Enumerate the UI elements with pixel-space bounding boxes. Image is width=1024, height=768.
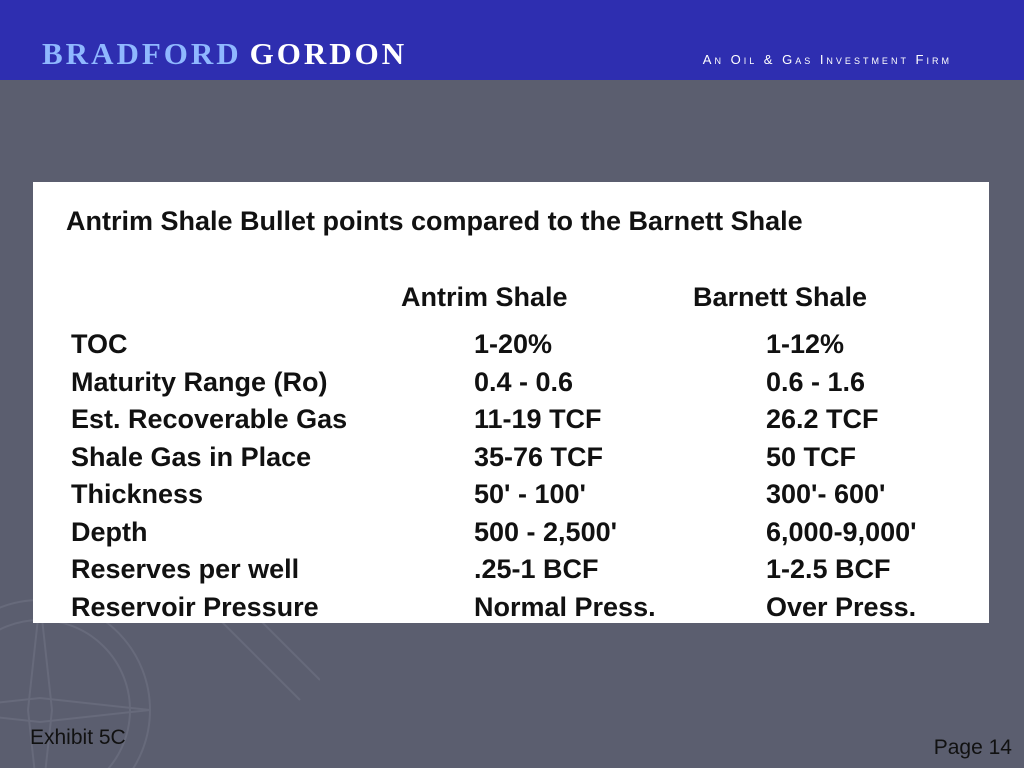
barnett-value: 26.2 TCF <box>766 404 879 434</box>
barnett-value: Over Press. <box>766 591 917 622</box>
barnett-value: 50 TCF <box>766 441 857 472</box>
antrim-value: Normal Press. <box>474 591 656 622</box>
table-row <box>33 403 989 441</box>
comparison-table <box>33 328 989 628</box>
table-row <box>33 516 989 554</box>
row-label: Thickness <box>71 479 204 509</box>
antrim-value: 0.4 - 0.6 <box>474 366 574 397</box>
row-label: Depth <box>71 516 148 547</box>
antrim-value: 50' - 100' <box>474 479 586 509</box>
barnett-value: 300'- 600' <box>766 479 886 509</box>
page-number: Page 14 <box>933 736 1012 759</box>
column-header-antrim: Antrim Shale <box>401 282 568 312</box>
table-row <box>33 328 989 366</box>
brand-logo <box>42 36 407 72</box>
table-row <box>33 478 989 516</box>
column-header-barnett: Barnett Shale <box>693 282 868 312</box>
antrim-value: 35-76 TCF <box>474 441 604 472</box>
barnett-value: 6,000-9,000' <box>766 516 917 547</box>
tagline: An Oil & Gas Investment Firm <box>702 52 952 67</box>
antrim-value: 1-20% <box>474 329 553 359</box>
antrim-value: .25-1 BCF <box>474 554 599 584</box>
antrim-value: 11-19 TCF <box>474 404 602 434</box>
antrim-value: 500 - 2,500' <box>474 516 618 547</box>
barnett-value: 0.6 - 1.6 <box>766 366 866 397</box>
panel-title: Antrim Shale Bullet points compared to the Barnett Shale <box>66 206 803 236</box>
row-label: Est. Recoverable Gas <box>71 404 348 434</box>
row-label: TOC <box>71 329 128 359</box>
table-row <box>33 591 989 629</box>
table-row <box>33 553 989 591</box>
row-label: Shale Gas in Place <box>71 441 312 472</box>
comparison-panel <box>33 182 989 623</box>
exhibit-label: Exhibit 5C <box>30 726 126 749</box>
row-label: Maturity Range (Ro) <box>71 366 328 397</box>
header-bar <box>0 0 1024 80</box>
row-label: Reserves per well <box>71 554 300 584</box>
brand-second-word: GORDON <box>249 36 408 71</box>
barnett-value: 1-12% <box>766 329 845 359</box>
barnett-value: 1-2.5 BCF <box>766 554 891 584</box>
brand-first-word: BRADFORD <box>42 36 242 71</box>
table-row <box>33 366 989 404</box>
table-row <box>33 441 989 479</box>
row-label: Reservoir Pressure <box>71 591 319 622</box>
